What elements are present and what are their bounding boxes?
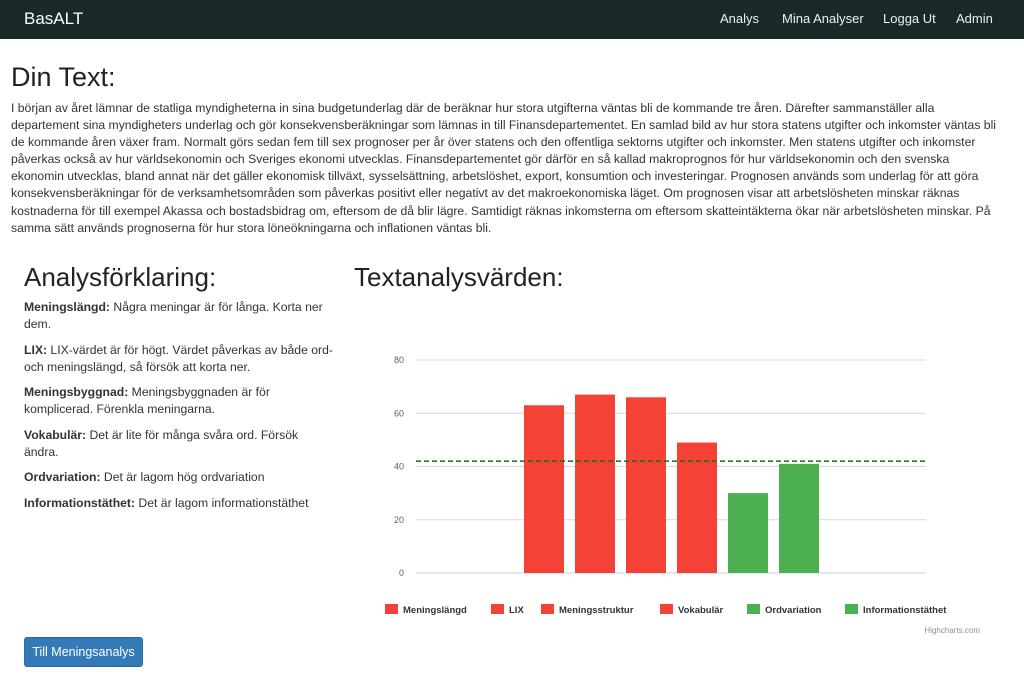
legend-swatch [747, 604, 760, 614]
navbar [0, 0, 1024, 39]
y-tick-label: 40 [393, 461, 404, 472]
nav-logga-ut[interactable]: Logga Ut [883, 11, 936, 26]
text-analysis-chart [360, 300, 1000, 640]
chart-bar [626, 397, 666, 573]
legend-label: LIX [509, 605, 524, 616]
chart-credits[interactable]: Highcharts.com [924, 626, 980, 635]
y-tick-label: 0 [398, 568, 404, 578]
chart-bar [575, 395, 615, 573]
chart-section-title: Textanalysvärden: [354, 262, 564, 292]
y-tick-label: 20 [393, 514, 404, 525]
legend-swatch [845, 604, 858, 614]
explanation-list [24, 299, 334, 520]
explanation-label: Ordvariation: [24, 470, 101, 484]
explanation-label: Informationstäthet: [24, 495, 136, 510]
nav-analys[interactable]: Analys [720, 11, 760, 26]
explanation-label: Vokabulär: [24, 427, 87, 442]
chart-bar [779, 464, 819, 573]
to-sentence-analysis-button[interactable]: Till Meningsanalys [24, 637, 143, 667]
legend-swatch [385, 604, 398, 614]
explanation-item [24, 384, 334, 418]
explanation-text: Det är lite för många svåra ord. Försök ändra. [24, 427, 299, 459]
chart-legend [385, 604, 947, 616]
nav-mina-analyser[interactable]: Mina Analyser [782, 11, 864, 26]
explanation-text: Det är lagom informationstäthet [135, 495, 309, 510]
page-title: Din Text: [11, 62, 116, 92]
explanation-title: Analysförklaring: [24, 262, 217, 292]
explanation-item [24, 495, 334, 512]
explanation-item [24, 469, 334, 486]
explanation-text: Några meningar är för långa. Korta ner dem. [24, 300, 323, 331]
explanation-text: Det är lagom hög ordvariation [100, 470, 265, 484]
legend-label: Informationstäthet [863, 605, 947, 616]
legend-swatch [660, 604, 673, 614]
chart-bar [728, 493, 768, 573]
chart-bar [677, 443, 717, 573]
explanation-text: Meningsbyggnaden är för komplicerad. Förenkla meningarna. [24, 385, 270, 416]
explanation-item [24, 299, 334, 333]
brand-link[interactable]: BasALT [24, 9, 84, 28]
explanation-text: LIX-värdet är för högt. Värdet påverkas av både ord- och meningslängd, så försök att korta ner. [24, 342, 333, 374]
chart-bar [524, 405, 564, 573]
legend-label: Ordvariation [765, 605, 822, 616]
legend-swatch [491, 604, 504, 614]
nav-admin[interactable]: Admin [956, 11, 993, 26]
explanation-label: Meningsbyggnad: [24, 385, 129, 399]
analyzed-text: I början av året lämnar de statliga myndigheterna in sina budgetunderlag där de beräknar hur stora utgifterna väntas bli de kommande tre åren. Därefter sammanställer alla departement sina myndigheters underlag och gör konsekvensberäkningar som lämnas in till Finansdepartementet. En samlad bild av hur stora statens utgifter och inkomster väntas bli de kommande åren växer fram. Normalt görs sedan fem till sex prognoser per år över statens och den offentliga sektorns utgifter och inkomster. Men statens utgifter och inkomster påverkas också av hur världsekonomin och Sveriges ekonomi utvecklas. Finansdepartementet gör därför en så kallad makroprognos för hur världsekonomin och den svenska ekonomin utvecklas, bland annat när det gäller ekonomisk tillväxt, sysselsättning, arbetslöshet, export, konsumtion och investeringar. Prognosen används som underlag för att göra konsekvensberäkningar för de verksamhetsområden som påverkas positivt eller negativt av det makroekonomiska läget. Om prognosen visar att arbetslösheten minskar räknas kostnaderna för till exempel Akassa och bostadsbidrag om, eftersom de då blir lägre. Samtidigt räknas inkomsterna om eftersom skatteintäkterna ökar när arbetslösheten minskar. På samma sätt används prognoserna för hur stora löneökningarna och inflationen väntas bli. [11, 101, 996, 235]
explanation-item [24, 342, 334, 376]
explanation-label: Meningslängd: [24, 300, 110, 314]
y-tick-label: 60 [393, 408, 404, 419]
legend-label: Meningsstruktur [559, 605, 634, 616]
explanation-item [24, 427, 334, 461]
y-tick-label: 80 [393, 355, 404, 365]
legend-swatch [541, 604, 554, 614]
explanation-label: LIX: [24, 342, 48, 357]
legend-label: Meningslängd [403, 605, 467, 616]
legend-label: Vokabulär [678, 605, 724, 616]
chart-bars [416, 395, 926, 573]
